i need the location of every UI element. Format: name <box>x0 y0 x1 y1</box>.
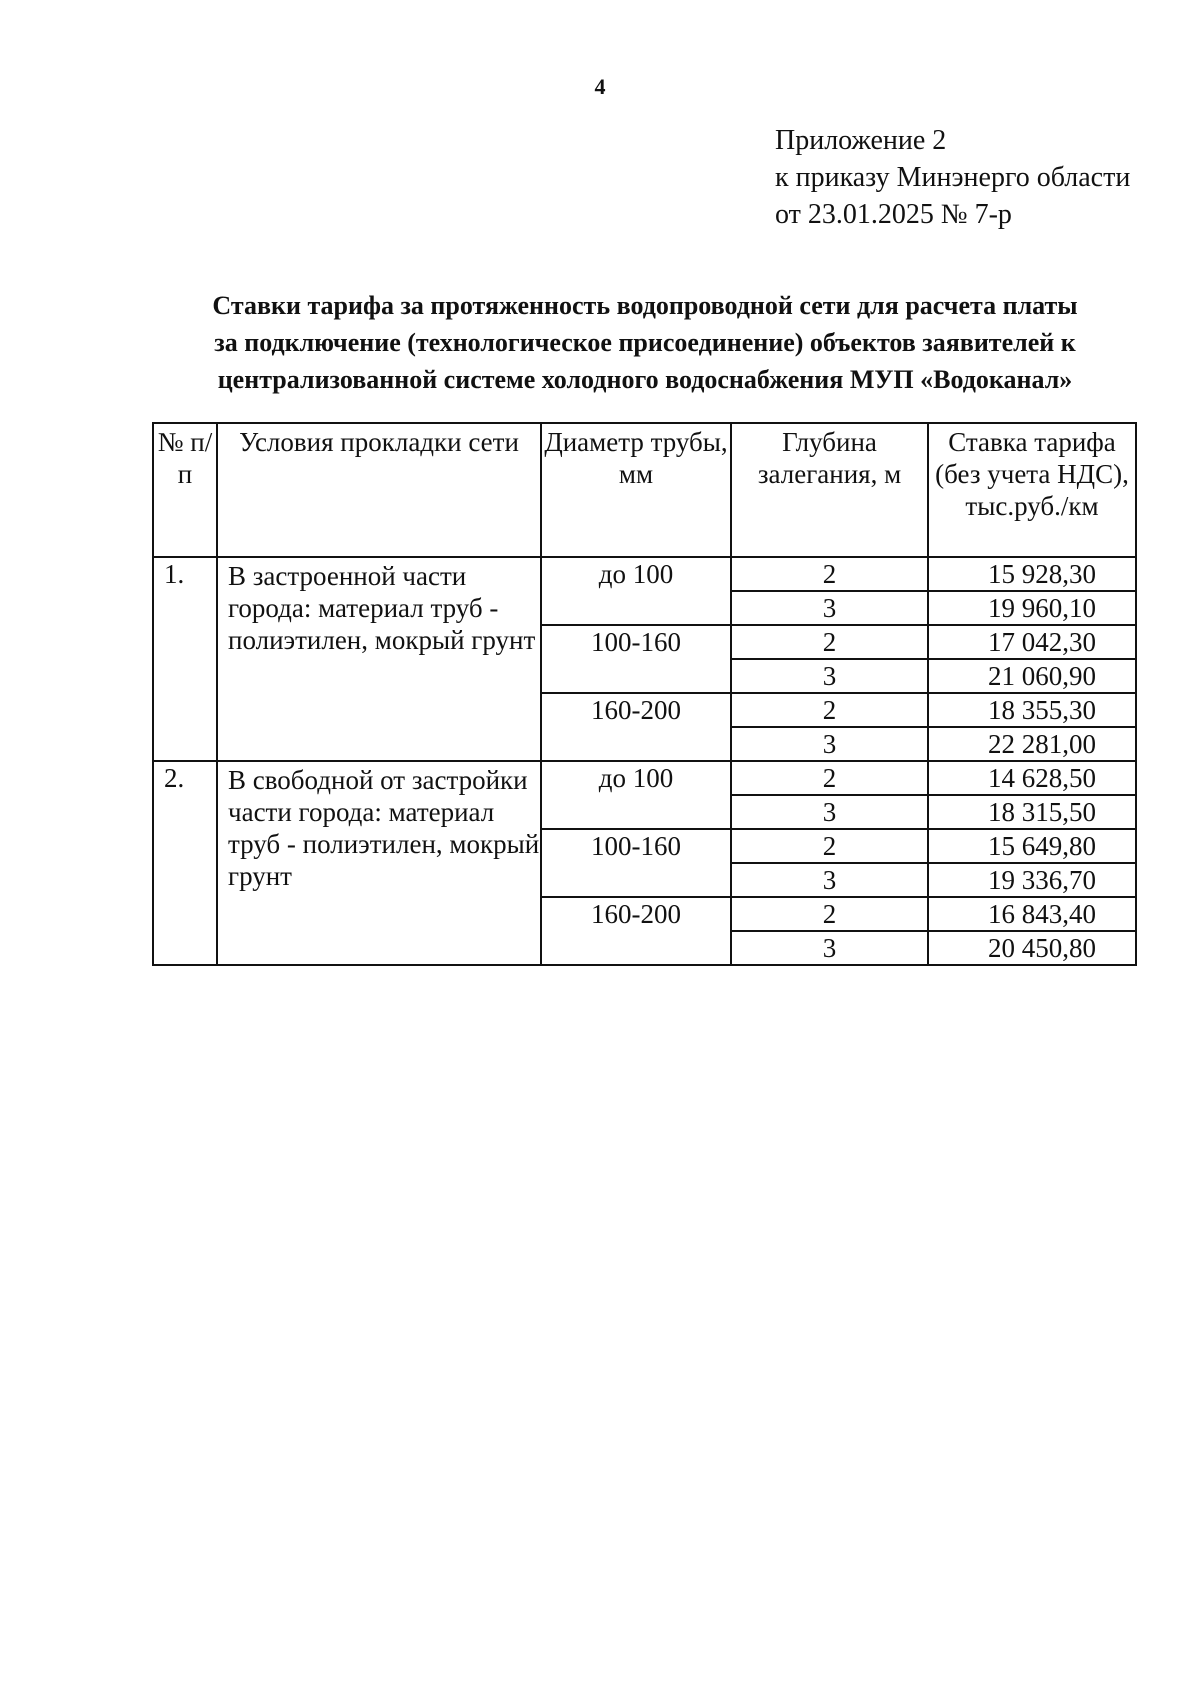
tariff-table <box>152 422 1137 966</box>
rate-value: 16 843,40 <box>928 897 1136 931</box>
rate-value: 19 960,10 <box>928 591 1136 625</box>
pipe-diameter: 100-160 <box>541 625 731 693</box>
depth-value: 2 <box>731 897 928 931</box>
pipe-diameter: до 100 <box>541 761 731 829</box>
header-conditions: Условия прокладки сети <box>217 423 541 557</box>
pipe-diameter: до 100 <box>541 557 731 625</box>
rate-value: 15 649,80 <box>928 829 1136 863</box>
table-header-row <box>153 423 1136 557</box>
laying-conditions: В застроенной части города: материал труб - полиэтилен, мокрый грунт <box>217 557 541 761</box>
depth-value: 3 <box>731 591 928 625</box>
title-line-1: Ставки тарифа за протяженность водопроводной сети для расчета платы <box>212 291 1078 320</box>
depth-value: 2 <box>731 761 928 795</box>
pipe-diameter: 100-160 <box>541 829 731 897</box>
rate-value: 18 355,30 <box>928 693 1136 727</box>
pipe-diameter: 160-200 <box>541 693 731 761</box>
header-depth: Глубина залегания, м <box>731 423 928 557</box>
rate-value: 20 450,80 <box>928 931 1136 965</box>
row-number: 2. <box>153 761 217 965</box>
depth-value: 2 <box>731 625 928 659</box>
page-number: 4 <box>594 74 606 99</box>
rate-value: 19 336,70 <box>928 863 1136 897</box>
title-line-3: централизованной системе холодного водоснабжения МУП «Водоканал» <box>217 365 1073 394</box>
depth-value: 3 <box>731 863 928 897</box>
depth-value: 3 <box>731 931 928 965</box>
row-number: 1. <box>153 557 217 761</box>
appendix-line-1: Приложение 2 <box>775 125 947 156</box>
header-diameter: Диаметр трубы, мм <box>541 423 731 557</box>
appendix-line-3: от 23.01.2025 № 7-р <box>775 199 1012 230</box>
header-num: № п/п <box>153 423 217 557</box>
table-row <box>153 557 1136 591</box>
table-row <box>153 761 1136 795</box>
depth-value: 3 <box>731 727 928 761</box>
header-rate: Ставка тарифа (без учета НДС), тыс.руб./км <box>928 423 1136 557</box>
title-line-2: за подключение (технологическое присоединение) объектов заявителей к <box>214 328 1076 357</box>
appendix-block <box>775 122 1130 233</box>
depth-value: 3 <box>731 659 928 693</box>
rate-value: 17 042,30 <box>928 625 1136 659</box>
document-title <box>150 287 1140 398</box>
depth-value: 2 <box>731 557 928 591</box>
depth-value: 3 <box>731 795 928 829</box>
depth-value: 2 <box>731 829 928 863</box>
rate-value: 14 628,50 <box>928 761 1136 795</box>
pipe-diameter: 160-200 <box>541 897 731 965</box>
appendix-line-2: к приказу Минэнерго области <box>775 162 1131 193</box>
rate-value: 22 281,00 <box>928 727 1136 761</box>
rate-value: 18 315,50 <box>928 795 1136 829</box>
rate-value: 15 928,30 <box>928 557 1136 591</box>
rate-value: 21 060,90 <box>928 659 1136 693</box>
depth-value: 2 <box>731 693 928 727</box>
laying-conditions: В свободной от застройки части города: материал труб - полиэтилен, мокрый грунт <box>217 761 541 965</box>
